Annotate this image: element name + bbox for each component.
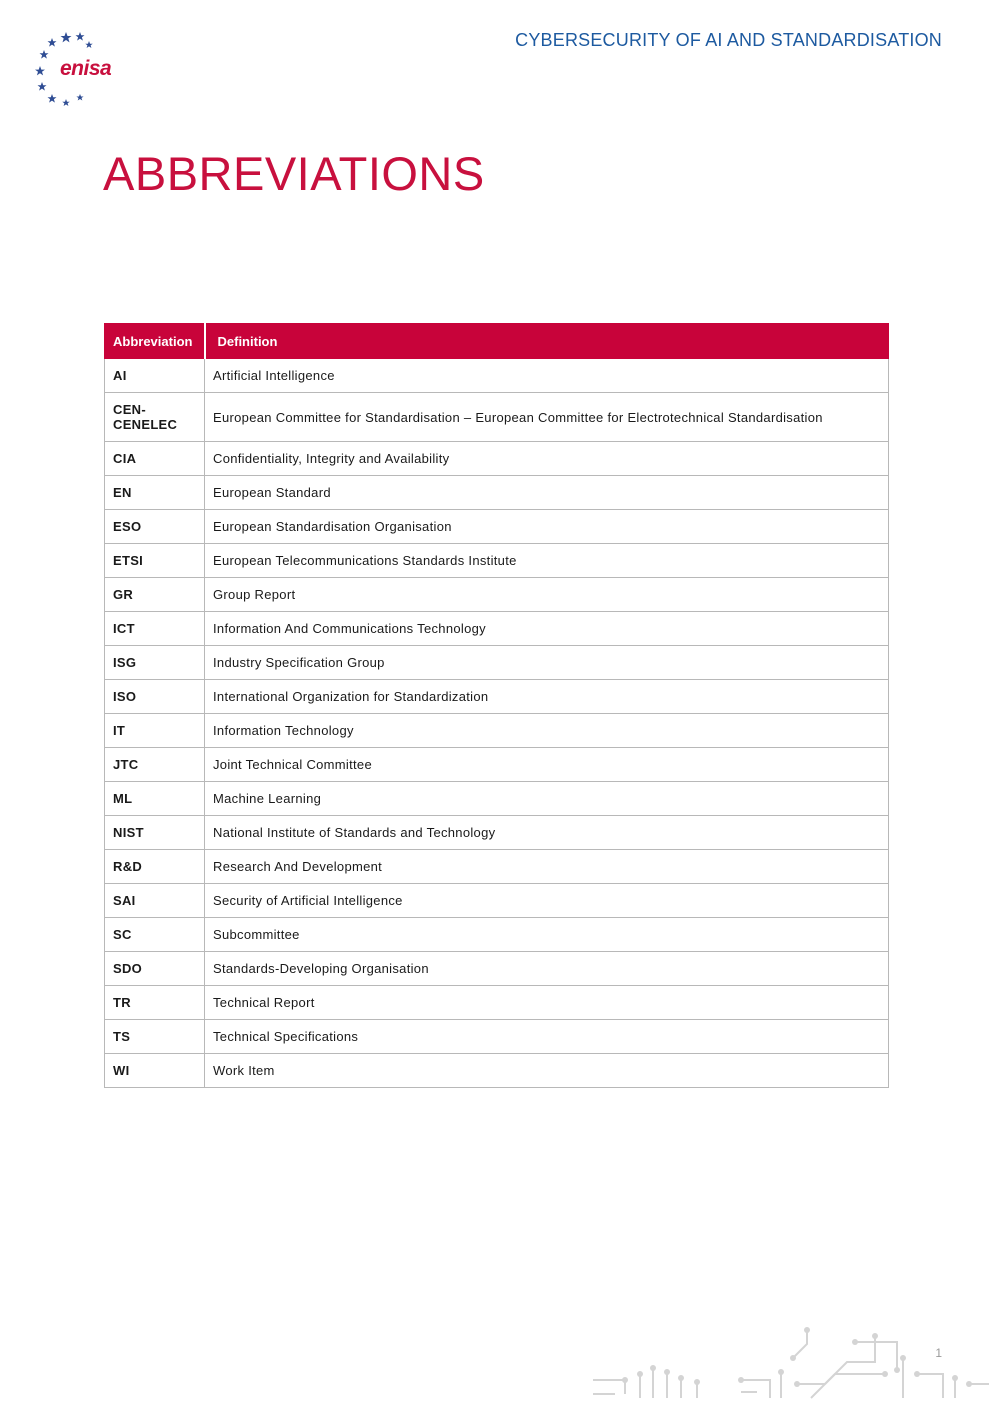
table-row [105, 393, 889, 442]
table-row [105, 1054, 889, 1088]
definition-cell: Work Item [205, 1054, 889, 1088]
definition-cell: International Organization for Standardization [205, 680, 889, 714]
abbreviation-cell: AI [105, 359, 205, 393]
table-row [105, 646, 889, 680]
definition-cell: Subcommittee [205, 918, 889, 952]
table-row [105, 510, 889, 544]
table-row [105, 476, 889, 510]
circuit-pattern-icon [585, 1322, 992, 1403]
abbreviation-cell: SC [105, 918, 205, 952]
column-header-definition: Definition [205, 324, 889, 359]
table-row [105, 952, 889, 986]
definition-cell: Information And Communications Technology [205, 612, 889, 646]
logo-wordmark: enisa [60, 57, 112, 80]
table-header-row [105, 324, 889, 359]
abbreviation-cell: TR [105, 986, 205, 1020]
table-row [105, 748, 889, 782]
definition-cell: Group Report [205, 578, 889, 612]
abbreviation-cell: NIST [105, 816, 205, 850]
table-row [105, 680, 889, 714]
definition-cell: Industry Specification Group [205, 646, 889, 680]
table-row [105, 359, 889, 393]
page-number: 1 [935, 1346, 942, 1360]
abbreviation-cell: SAI [105, 884, 205, 918]
abbreviation-cell: SDO [105, 952, 205, 986]
abbreviation-cell: CEN-CENELEC [105, 393, 205, 442]
definition-cell: European Standard [205, 476, 889, 510]
table-row [105, 612, 889, 646]
abbreviation-cell: ESO [105, 510, 205, 544]
page-title: ABBREVIATIONS [103, 147, 485, 200]
table-row [105, 1020, 889, 1054]
abbreviation-cell: CIA [105, 442, 205, 476]
abbreviation-cell: R&D [105, 850, 205, 884]
table-row [105, 918, 889, 952]
abbreviation-cell: ML [105, 782, 205, 816]
definition-cell: European Committee for Standardisation – European Committee for Electrotechnical Standardisation [205, 393, 889, 442]
abbreviation-cell: WI [105, 1054, 205, 1088]
table-row [105, 442, 889, 476]
definition-cell: European Standardisation Organisation [205, 510, 889, 544]
abbreviations-table [104, 323, 889, 1088]
definition-cell: Artificial Intelligence [205, 359, 889, 393]
column-header-abbreviation: Abbreviation [105, 324, 205, 359]
table-row [105, 986, 889, 1020]
definition-cell: Joint Technical Committee [205, 748, 889, 782]
definition-cell: National Institute of Standards and Technology [205, 816, 889, 850]
definition-cell: Research And Development [205, 850, 889, 884]
definition-cell: Information Technology [205, 714, 889, 748]
definition-cell: Machine Learning [205, 782, 889, 816]
definition-cell: Technical Specifications [205, 1020, 889, 1054]
document-header-title: CYBERSECURITY OF AI AND STANDARDISATION [515, 30, 942, 50]
definition-cell: Technical Report [205, 986, 889, 1020]
table-row [105, 544, 889, 578]
abbreviation-cell: JTC [105, 748, 205, 782]
abbreviation-cell: IT [105, 714, 205, 748]
abbreviation-cell: ETSI [105, 544, 205, 578]
table-row [105, 578, 889, 612]
abbreviation-cell: ICT [105, 612, 205, 646]
table-row [105, 850, 889, 884]
table-row [105, 884, 889, 918]
definition-cell: Standards-Developing Organisation [205, 952, 889, 986]
abbreviation-cell: TS [105, 1020, 205, 1054]
definition-cell: Security of Artificial Intelligence [205, 884, 889, 918]
definition-cell: European Telecommunications Standards Institute [205, 544, 889, 578]
abbreviation-cell: EN [105, 476, 205, 510]
definition-cell: Confidentiality, Integrity and Availability [205, 442, 889, 476]
abbreviation-cell: ISG [105, 646, 205, 680]
table-row [105, 816, 889, 850]
abbreviation-cell: GR [105, 578, 205, 612]
table-row [105, 714, 889, 748]
table-row [105, 782, 889, 816]
abbreviation-cell: ISO [105, 680, 205, 714]
